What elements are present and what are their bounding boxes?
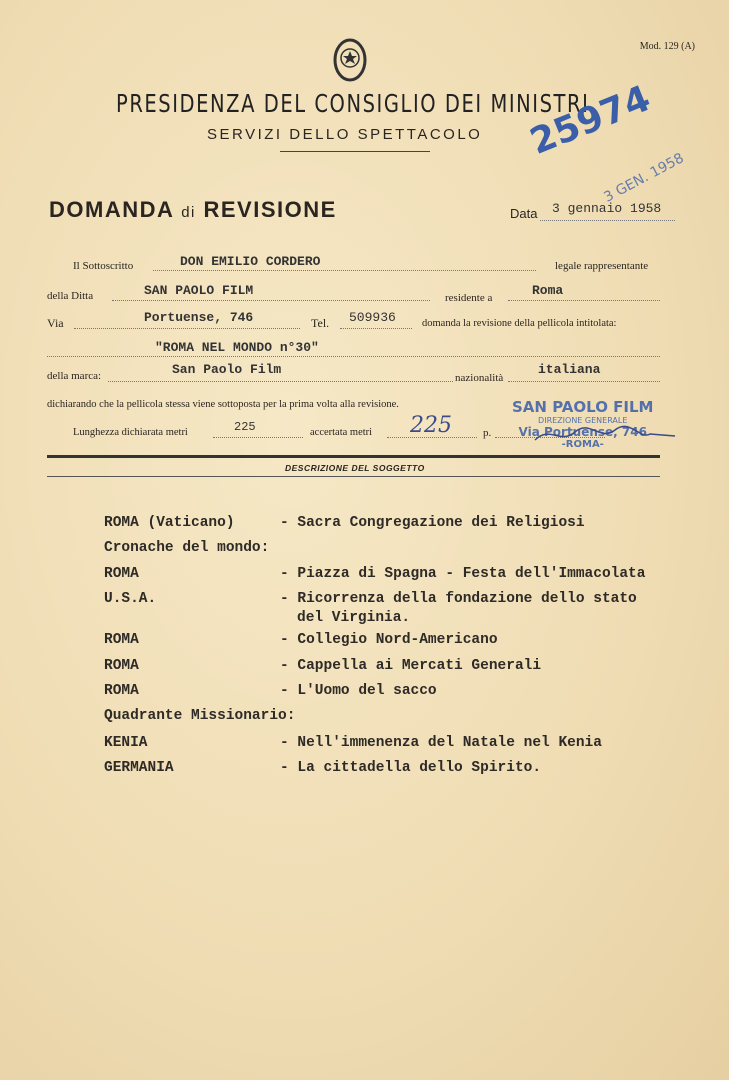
ditta-field[interactable]: SAN PAOLO FILM xyxy=(144,283,254,298)
title-part: DOMANDA xyxy=(49,197,174,222)
domanda-label: domanda la revisione della pellicola intitolata: xyxy=(422,318,617,329)
soggetto-description: - Piazza di Spagna - Festa dell'Immacolata xyxy=(280,566,646,582)
soggetto-description: - La cittadella dello Spirito. xyxy=(280,760,542,776)
soggetto-place: Quadrante Missionario: xyxy=(104,708,296,724)
residente-label: residente a xyxy=(445,292,493,304)
accertata-field[interactable]: 225 xyxy=(410,413,452,438)
sottoscritto-label: Il Sottoscritto xyxy=(73,260,134,272)
received-date-stamp: 3 GEN. 1958 xyxy=(601,150,687,206)
soggetto-place: ROMA (Vaticano) xyxy=(104,515,235,531)
soggetto-description-cont: del Virginia. xyxy=(297,610,411,626)
soggetto-place: ROMA xyxy=(104,658,139,674)
date-label: Data xyxy=(510,206,538,221)
divider xyxy=(280,151,430,152)
stamp-dept: DIREZIONE GENERALE xyxy=(538,416,628,425)
dichiarazione-text: dichiarando che la pellicola stessa viene sottoposta per la prima volta alla revisione. xyxy=(47,399,399,410)
form-code: Mod. 129 (A) xyxy=(639,41,695,52)
soggetto-description: - Ricorrenza della fondazione dello stato xyxy=(280,591,637,607)
soggetto-place: GERMANIA xyxy=(104,760,174,776)
soggetto-description: - L'Uomo del sacco xyxy=(280,683,437,699)
legale-label: legale rappresentante xyxy=(555,260,649,272)
via-field[interactable]: Portuense, 746 xyxy=(144,310,254,325)
film-title-field[interactable]: "ROMA NEL MONDO n°30" xyxy=(155,340,319,355)
descrizione-heading: DESCRIZIONE DEL SOGGETTO xyxy=(285,463,425,473)
soggetto-place: Cronache del mondo: xyxy=(104,540,270,556)
soggetto-description: - Collegio Nord-Americano xyxy=(280,632,498,648)
section-rule xyxy=(47,455,660,458)
marca-field[interactable]: San Paolo Film xyxy=(172,362,282,377)
ditta-label: della Ditta xyxy=(47,290,94,302)
residente-field[interactable]: Roma xyxy=(532,283,564,298)
title-part: REVISIONE xyxy=(203,197,337,222)
tel-field[interactable]: 509936 xyxy=(349,310,396,325)
soggetto-place: U.S.A. xyxy=(104,591,157,607)
soggetto-description: - Nell'immenenza del Natale nel Kenia xyxy=(280,735,602,751)
nazionalita-field[interactable]: italiana xyxy=(538,362,601,377)
soggetto-description: - Sacra Congregazione dei Religiosi xyxy=(280,515,585,531)
date-value: 3 gennaio 1958 xyxy=(552,201,662,216)
accertata-label: accertata metri xyxy=(310,427,373,438)
tel-label: Tel. xyxy=(311,316,330,330)
ministry-title: PRESIDENZA DEL CONSIGLIO DEI MINISTRI xyxy=(116,89,590,118)
p-label: p. xyxy=(483,427,492,439)
marca-label: della marca: xyxy=(47,370,102,382)
soggetto-place: ROMA xyxy=(104,632,139,648)
handwritten-signature xyxy=(530,420,680,455)
soggetto-description: - Cappella ai Mercati Generali xyxy=(280,658,542,674)
stamp-city: -ROMA- xyxy=(561,439,604,450)
lunghezza-field[interactable]: 225 xyxy=(234,420,256,434)
lunghezza-label: Lunghezza dichiarata metri xyxy=(73,427,188,438)
stamp-address: Via Portuense, 746 xyxy=(518,425,647,439)
soggetto-place: ROMA xyxy=(104,566,139,582)
soggetto-place: KENIA xyxy=(104,735,148,751)
ministry-subtitle: SERVIZI DELLO SPETTACOLO xyxy=(207,126,483,143)
soggetto-place: ROMA xyxy=(104,683,139,699)
document-title xyxy=(49,197,337,223)
protocol-number-stamp: 25974 xyxy=(524,78,657,163)
stamp-name: SAN PAOLO FILM xyxy=(512,398,654,416)
section-rule xyxy=(47,476,660,477)
italian-emblem-icon xyxy=(333,38,367,82)
title-part: di xyxy=(181,204,196,221)
nazionalita-label: nazionalità xyxy=(455,372,504,384)
sottoscritto-field[interactable]: DON EMILIO CORDERO xyxy=(180,254,321,269)
via-label: Via xyxy=(47,316,64,330)
